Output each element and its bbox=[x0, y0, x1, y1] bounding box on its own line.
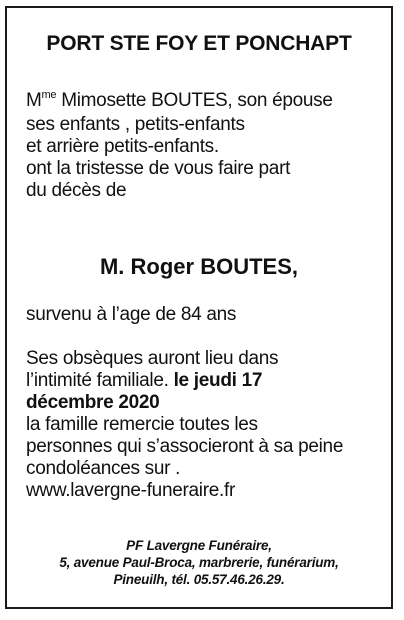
funeral-date-part-2: décembre 2020 bbox=[26, 392, 160, 413]
funeral-details bbox=[26, 348, 343, 502]
funeral-line-2 bbox=[26, 370, 343, 392]
announcement-line-2: ses enfants , petits-enfants bbox=[26, 114, 245, 135]
announcement-text bbox=[26, 90, 333, 202]
notice-title: PORT STE FOY ET PONCHAPT bbox=[46, 32, 352, 55]
honorific: M bbox=[26, 90, 42, 111]
announcement-line-5: du décès de bbox=[26, 180, 127, 201]
announcement-line-1 bbox=[26, 90, 333, 114]
announcement-line-3: et arrière petits-enfants. bbox=[26, 136, 219, 157]
funeral-line-6: condoléances sur . bbox=[26, 458, 181, 479]
funeral-home-phone: Pineuilh, tél. 05.57.46.26.29. bbox=[113, 572, 285, 587]
deceased-name: M. Roger BOUTES, bbox=[99, 254, 298, 279]
website-url: www.lavergne-funeraire.fr bbox=[26, 480, 235, 501]
funeral-line-5: personnes qui s’associeront à sa peine bbox=[26, 436, 344, 457]
funeral-line-2-start: l’intimité familiale. bbox=[26, 370, 174, 391]
funeral-home-name: PF Lavergne Funéraire, bbox=[126, 538, 272, 553]
funeral-line-1: Ses obsèques auront lieu dans bbox=[26, 348, 279, 369]
obituary-notice bbox=[5, 6, 393, 609]
announcement-line-4: ont la tristesse de vous faire part bbox=[26, 158, 291, 179]
funeral-date-part-1: le jeudi 17 bbox=[173, 370, 263, 391]
age-line: survenu à l’age de 84 ans bbox=[26, 304, 237, 325]
funeral-line-4: la famille remercie toutes les bbox=[26, 414, 258, 435]
honorific-superscript: me bbox=[41, 89, 57, 101]
spouse-name: Mimosette BOUTES, son épouse bbox=[56, 90, 333, 111]
funeral-home-address: 5, avenue Paul-Broca, marbrerie, funérarium, bbox=[59, 555, 339, 570]
funeral-home-info bbox=[7, 537, 391, 588]
